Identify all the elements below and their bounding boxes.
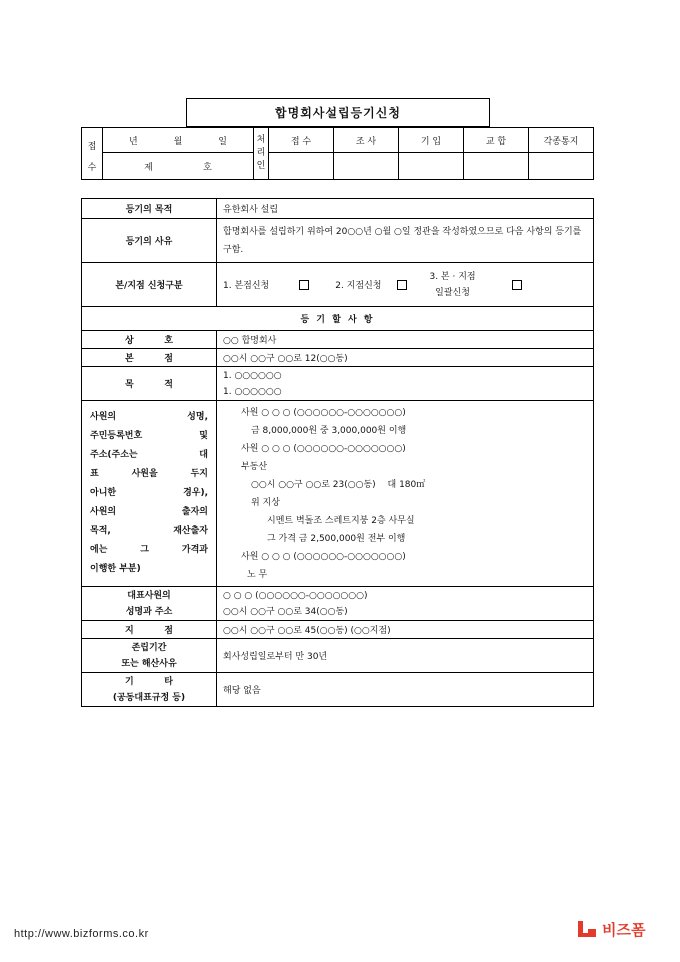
member-line: 위 지상 (251, 497, 280, 508)
branch-options (217, 263, 594, 307)
section-title: 등 기 할 사 항 (82, 307, 594, 331)
member-line: ○○시 ○○구 ○○로 23(○○동) 대 180㎡ (251, 479, 426, 490)
duration-value[interactable]: 회사성립일로부터 만 30년 (217, 639, 594, 673)
members-details[interactable] (217, 401, 594, 587)
option-head-office: 1. 본점신청 (223, 281, 270, 291)
reason-value[interactable]: 합명회사를 설립하기 위하여 20○○년 ○월 ○일 정관을 작성하였으므로 다음 사항의 등기를 구함. (217, 219, 594, 263)
checkbox-head-office[interactable] (299, 280, 309, 290)
rep-label: 대표사원의 성명과 주소 (82, 587, 217, 621)
purpose-label: 등기의 목적 (82, 199, 217, 219)
checkbox-branch[interactable] (397, 280, 407, 290)
brand-logo[interactable] (576, 918, 645, 940)
brand-name: 비즈폼 (602, 920, 646, 939)
branch-label: 본/지점 신청구분 (82, 263, 217, 307)
col-reception: 접 수 (269, 128, 334, 153)
duration-label: 존립기간 또는 해산사유 (82, 639, 217, 673)
objective-values[interactable] (217, 367, 594, 401)
option-branch: 2. 지점신청 (335, 281, 382, 291)
notices-stamp[interactable] (529, 153, 594, 180)
number-cell: 제 호 (103, 153, 254, 180)
objective-item: 1. ○○○○○○ (223, 386, 282, 397)
rep-values[interactable]: ○ ○ ○ (○○○○○○-○○○○○○○) ○○시 ○○구 ○○로 34(○○동) (217, 587, 594, 621)
members-label: 사원의 성명, 주민등록번호 및 주소(주소는 대 표 사원을 두지 아니한 경우), 사원의 출자의 목적, 재산출자 에는 그 가격과 이행한 부분) (82, 401, 217, 587)
objective-item: 1. ○○○○○○ (223, 370, 282, 381)
member-line: 사원 ○ ○ ○ (○○○○○○-○○○○○○○) (241, 443, 406, 454)
trade-name-label: 상 호 (82, 331, 217, 349)
col-investigation: 조 사 (334, 128, 399, 153)
purpose-value[interactable]: 유한회사 설립 (217, 199, 594, 219)
member-line: 사원 ○ ○ ○ (○○○○○○-○○○○○○○) (241, 407, 406, 418)
col-verification: 교 합 (464, 128, 529, 153)
member-line: 금 8,000,000원 중 3,000,000원 이행 (251, 425, 407, 436)
member-line: 사원 ○ ○ ○ (○○○○○○-○○○○○○○) (241, 551, 406, 562)
verification-stamp[interactable] (464, 153, 529, 180)
head-office-value[interactable]: ○○시 ○○구 ○○로 12(○○동) (217, 349, 594, 367)
option-batch: 3. 본 · 지점 일괄신청 (429, 271, 476, 298)
reception-stamp[interactable] (269, 153, 334, 180)
document-title: 합명회사설립등기신청 (186, 98, 490, 127)
member-line: 노 무 (247, 569, 268, 580)
col-entry: 기 입 (399, 128, 464, 153)
bizforms-logo-icon (576, 918, 598, 940)
entry-stamp[interactable] (399, 153, 464, 180)
reason-label: 등기의 사유 (82, 219, 217, 263)
processor-label: 처 리 인 (254, 128, 269, 180)
trade-name-value[interactable]: ○○ 합명회사 (217, 331, 594, 349)
checkbox-batch[interactable] (512, 280, 522, 290)
head-office-label: 본 점 (82, 349, 217, 367)
branch-office-value[interactable]: ○○시 ○○구 ○○로 45(○○동) (○○지점) (217, 621, 594, 639)
date-cell: 년 월 일 (103, 128, 254, 153)
branch-office-label: 지 점 (82, 621, 217, 639)
reception-table (81, 127, 594, 180)
etc-label: 기 타 (공동대표규정 등) (82, 673, 217, 707)
etc-value[interactable]: 해당 없음 (217, 673, 594, 707)
footer-url[interactable]: http://www.bizforms.co.kr (14, 928, 149, 940)
reception-label: 접 수 (82, 128, 103, 180)
member-line: 시멘트 벽돌조 스레트지붕 2층 사무실 (267, 515, 415, 526)
col-notices: 각종통지 (529, 128, 594, 153)
member-line: 부동산 (241, 461, 268, 472)
member-line: 그 가격 금 2,500,000원 전부 이행 (267, 533, 406, 544)
investigation-stamp[interactable] (334, 153, 399, 180)
objective-label: 목 적 (82, 367, 217, 401)
registration-table (81, 198, 594, 707)
